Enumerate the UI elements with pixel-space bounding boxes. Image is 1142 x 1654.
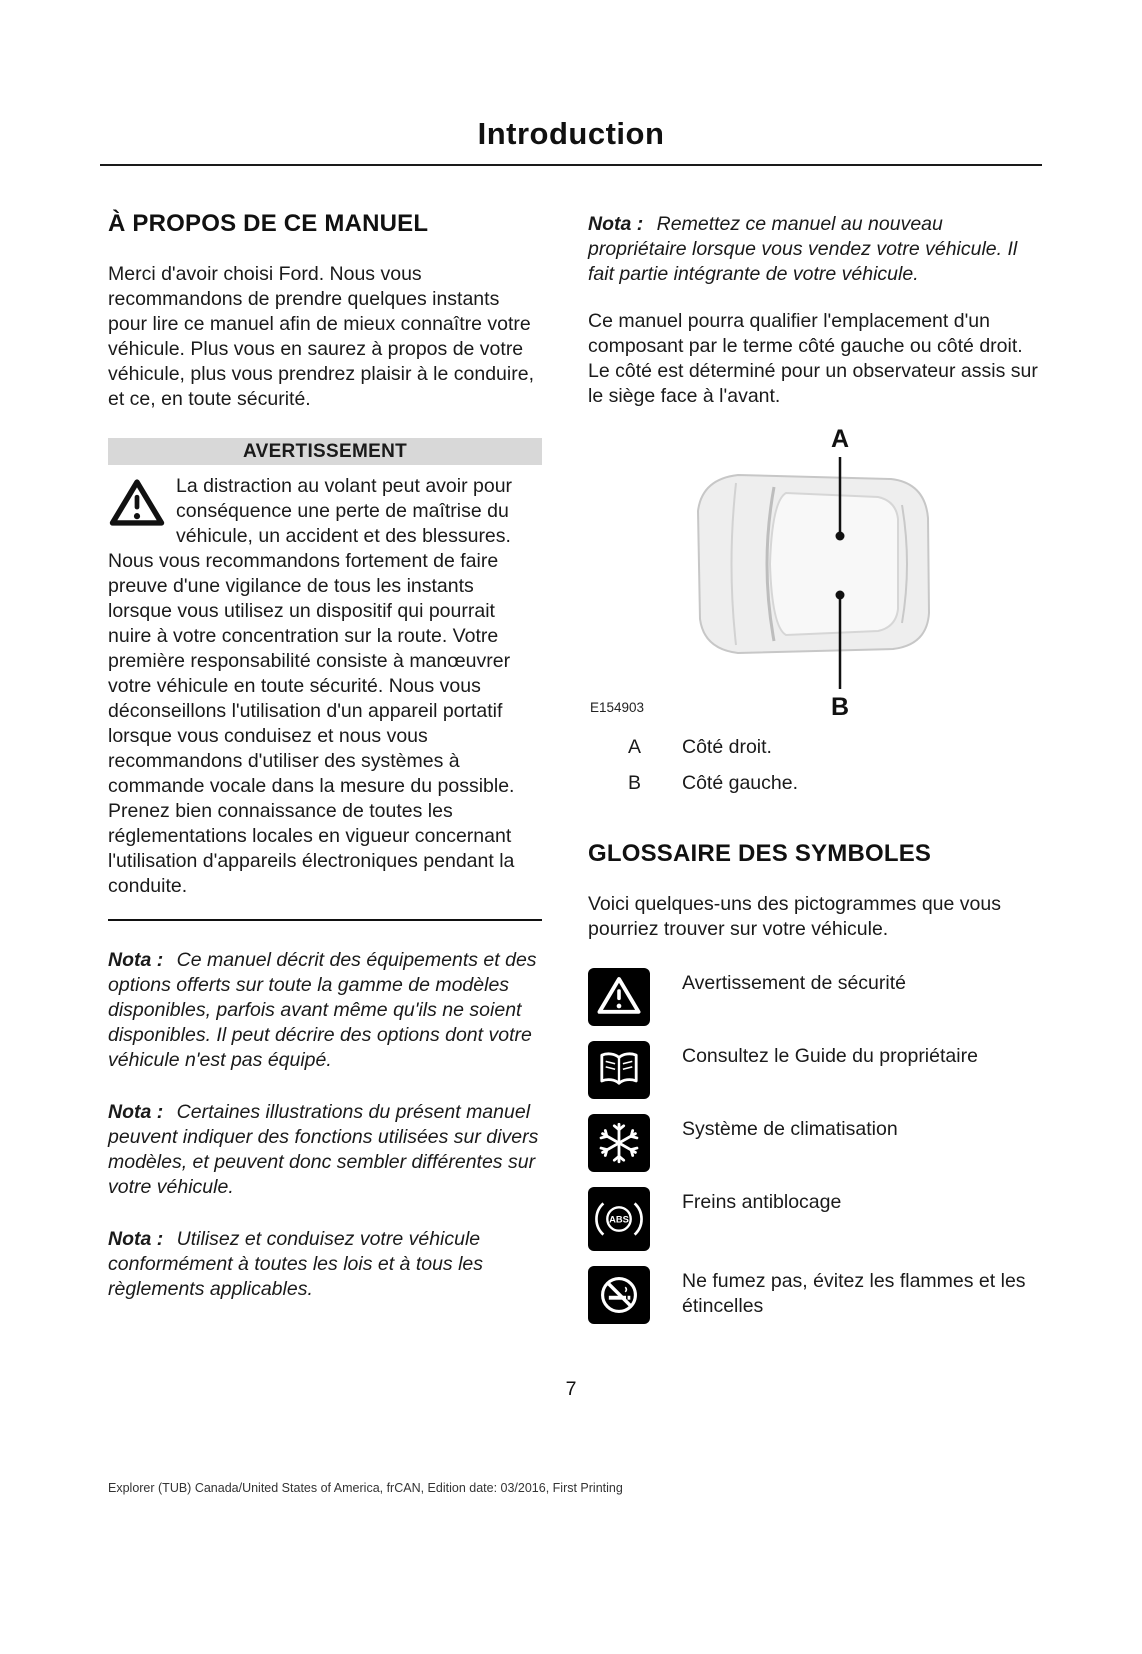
legend-value: Côté droit. [682, 736, 772, 758]
symbol-row-climate [588, 1114, 1038, 1172]
page-header [0, 0, 1142, 166]
symbol-row-owners-guide [588, 1041, 1038, 1099]
title-rule [100, 164, 1042, 166]
note-label: Nota : [108, 1228, 164, 1250]
page-footer: Explorer (TUB) Canada/United States of America, frCAN, Edition date: 03/2016, First Printing [108, 1481, 623, 1495]
two-column-layout [108, 210, 1038, 1339]
note-text: Remettez ce manuel au nouveau propriétaire lorsque vous vendez votre véhicule. Il fait partie intégrante de votre véhicule. [588, 213, 1018, 285]
figure-legend [628, 735, 1038, 796]
page-number: 7 [565, 1378, 577, 1400]
safety-warning-icon [588, 968, 650, 1026]
intro-paragraph: Merci d'avoir choisi Ford. Nous vous recommandons de prendre quelques instants pour lire ce manuel afin de mieux connaître votre véhicule. Plus vous en saurez à propos de votre véhicule, plus vous prendrez plaisir à le conduire, et ce, en toute sécurité. [108, 263, 534, 410]
abs-brakes-icon [588, 1187, 650, 1251]
car-top-view-diagram [588, 423, 1043, 723]
owners-guide-book-icon [588, 1041, 650, 1099]
symbol-label: Système de climatisation [682, 1118, 898, 1140]
section-heading-glossary: GLOSSAIRE DES SYMBOLES [588, 840, 932, 867]
note-label: Nota : [108, 949, 164, 971]
note-illustrations [108, 1100, 542, 1200]
sides-paragraph: Ce manuel pourra qualifier l'emplacement d'un composant par le terme côté gauche ou côté droit. Le côté est déterminé pour un observateur assis sur le siège face à l'avant. [588, 310, 1038, 407]
figure-label-a: A [830, 425, 850, 453]
legend-row [628, 771, 1038, 796]
legend-key: A [628, 736, 642, 758]
note-text: Ce manuel décrit des équipements et des options offerts sur toute la gamme de modèles disponibles, parfois avant même qu'ils ne soient disponibles. Il peut décrire des options dont votre véhicule n'est pas équipé. [108, 949, 537, 1071]
note-text: Utilisez et conduisez votre véhicule conformément à toutes les lois et à tous les règlements applicables. [108, 1228, 484, 1300]
abs-icon-text: ABS [609, 1214, 629, 1225]
legend-key: B [628, 772, 642, 794]
note-label: Nota : [108, 1101, 164, 1123]
warning-triangle-icon [108, 477, 166, 529]
symbol-list [588, 968, 1038, 1324]
symbol-label: Avertissement de sécurité [682, 972, 906, 994]
symbol-row-no-smoking [588, 1266, 1038, 1324]
no-smoking-icon [588, 1266, 650, 1324]
warning-block [108, 438, 542, 921]
symbol-label: Ne fumez pas, évitez les flammes et les étincelles [682, 1270, 1026, 1317]
note-laws [108, 1227, 542, 1302]
note-equipment [108, 948, 542, 1073]
car-top-view-figure [588, 423, 1038, 731]
legend-row [628, 735, 1038, 760]
note-new-owner [588, 212, 1038, 287]
section-heading-about: À PROPOS DE CE MANUEL [108, 210, 429, 237]
page-title: Introduction [477, 116, 665, 151]
figure-code: E154903 [590, 700, 645, 715]
glossary-intro: Voici quelques-uns des pictogrammes que vous pourriez trouver sur votre véhicule. [588, 893, 1001, 940]
symbol-label: Freins antiblocage [682, 1191, 842, 1213]
warning-body [108, 474, 542, 899]
symbol-row-safety-warning [588, 968, 1038, 1026]
right-column [588, 210, 1038, 1339]
left-column [108, 210, 542, 1339]
climate-control-snowflake-icon [588, 1114, 650, 1172]
legend-value: Côté gauche. [682, 772, 799, 794]
warning-text: La distraction au volant peut avoir pour conséquence une perte de maîtrise du véhicule, un accident et des blessures. Nous vous recommandons fortement de faire preuve d'une vigilance de tous les instants lorsque vous utilisez un dispositif qui pourrait nuire à votre concentration sur la route. Votre première responsabilité consiste à manœuvrer votre véhicule en toute sécurité. Nous vous déconseillons l'utilisation d'un appareil portatif lorsque vous conduisez et nous vous recommandons d'utiliser des systèmes à commande vocale dans la mesure du possible. Prenez bien connaissance de toutes les réglementations locales en vigueur concernant l'utilisation d'appareils électroniques pendant la conduite. [108, 475, 515, 897]
warning-header: AVERTISSEMENT [108, 438, 542, 465]
note-label: Nota : [588, 213, 644, 235]
symbol-row-abs [588, 1187, 1038, 1251]
symbol-label: Consultez le Guide du propriétaire [682, 1045, 978, 1067]
figure-label-b: B [830, 693, 850, 721]
note-text: Certaines illustrations du présent manuel peuvent indiquer des fonctions utilisées sur divers modèles, et peuvent donc sembler différentes sur votre véhicule. [108, 1101, 539, 1198]
